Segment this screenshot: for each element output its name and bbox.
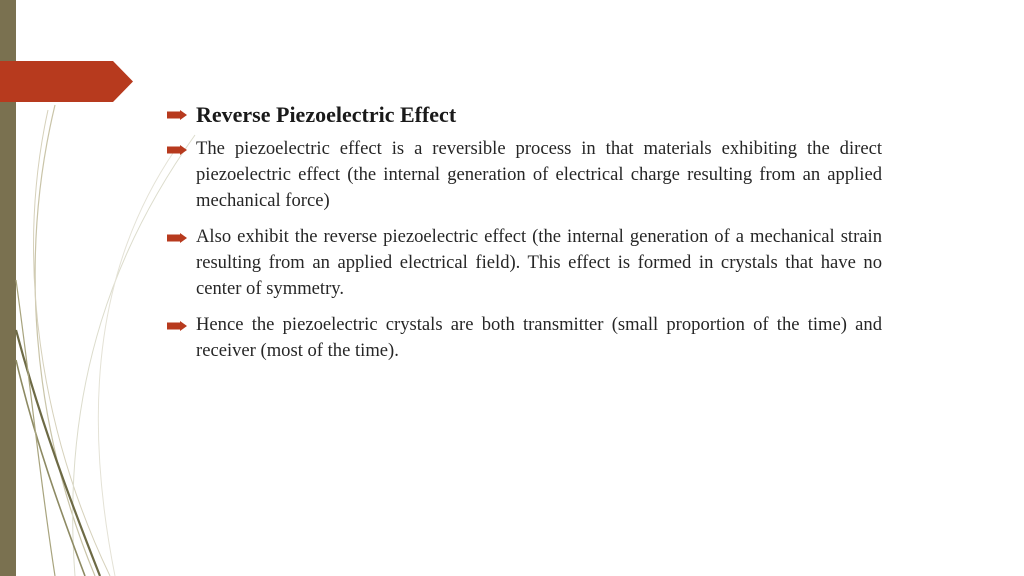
bullet-item-2 [167, 224, 882, 302]
bullet-item-3 [167, 312, 882, 364]
arrow-right-icon [167, 145, 187, 155]
bullet-text-3: Hence the piezoelectric crystals are both transmitter (small proportion of the time) and receiver (most of the time). [196, 314, 882, 361]
arrow-right-icon [167, 321, 187, 331]
bullet-list [167, 100, 882, 374]
title-accent-tab [0, 61, 133, 102]
bullet-text-2: Also exhibit the reverse piezoelectric effect (the internal generation of a mechanical strain resulting from an applied electrical field). This effect is formed in crystals that have no center of symmetry. [196, 226, 882, 299]
bullet-item-1 [167, 136, 882, 214]
bullet-heading-text: Reverse Piezoelectric Effect [196, 102, 457, 127]
arrow-right-icon [167, 110, 187, 120]
bullet-text-1: The piezoelectric effect is a reversible process in that materials exhibiting the direct piezoelectric effect (the internal generation of electrical charge resulting from an applied mechanical force) [196, 138, 882, 211]
arrow-right-icon [167, 233, 187, 243]
bullet-heading [167, 100, 882, 130]
